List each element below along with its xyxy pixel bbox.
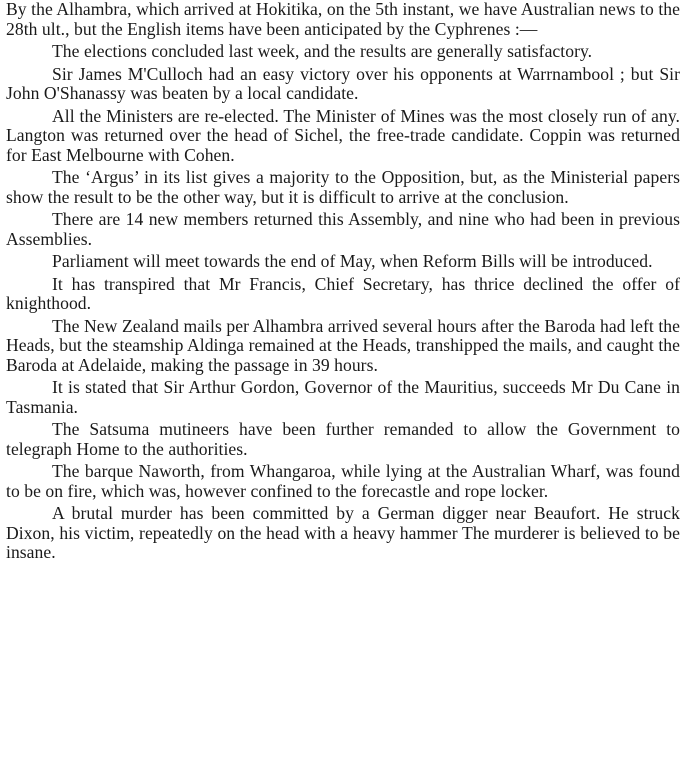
paragraph-parliament-meeting: Parliament will meet towards the end of May, when Reform Bills will be introduced. — [52, 251, 653, 271]
paragraph-beaufort-murder: A brutal murder has been committed by a German digger near Beaufort. He struck Dixon, his victim, repeatedly on the head with a heavy hammer The murderer is believed to be insane. — [6, 503, 680, 562]
paragraph-mails-baroda: The New Zealand mails per Alhambra arrived several hours after the Baroda had left the Heads, but the steamship Aldinga remained at the Heads, transhipped the mails, and caught the Baroda at Adelaide, making the passage in 39 hours. — [6, 315, 680, 375]
news-article-column — [6, 0, 680, 566]
paragraph-mculloch-victory: Sir James M'Culloch had an easy victory over his opponents at Warrnambool ; but Sir John O'Shanassy was beaten by a local candidate. — [6, 63, 680, 103]
paragraph-alhambra-arrival: By the Alhambra, which arrived at Hokitika, on the 5th instant, we have Australian news to the 28th ult., but the English items have been anticipated by the Cyphrenes :— — [6, 0, 680, 39]
paragraph-satsuma-mutineers: The Satsuma mutineers have been further remanded to allow the Government to telegraph Home to the authorities. — [6, 419, 680, 459]
paragraph-francis-knighthood: It has transpired that Mr Francis, Chief Secretary, has thrice declined the offer of knighthood. — [6, 273, 680, 313]
paragraph-gordon-tasmania: It is stated that Sir Arthur Gordon, Governor of the Mauritius, succeeds Mr Du Cane in Tasmania. — [6, 377, 680, 417]
paragraph-ministers-reelected: All the Ministers are re-elected. The Minister of Mines was the most closely run of any. Langton was returned over the head of Sichel, the free-trade candidate. Coppin was returned for East Melbourne with Cohen. — [6, 105, 680, 165]
paragraph-naworth-fire: The barque Naworth, from Whangaroa, while lying at the Australian Wharf, was found to be on fire, which was, however confined to the forecastle and rope locker. — [6, 461, 680, 501]
paragraph-new-members: There are 14 new members returned this Assembly, and nine who had been in previous Assemblies. — [6, 209, 680, 249]
paragraph-elections: The elections concluded last week, and the results are generally satisfactory. — [52, 41, 593, 61]
paragraph-argus-majority: The ‘Argus’ in its list gives a majority to the Opposition, but, as the Ministerial papers show the result to be the other way, but it is difficult to arrive at the conclusion. — [6, 167, 680, 207]
